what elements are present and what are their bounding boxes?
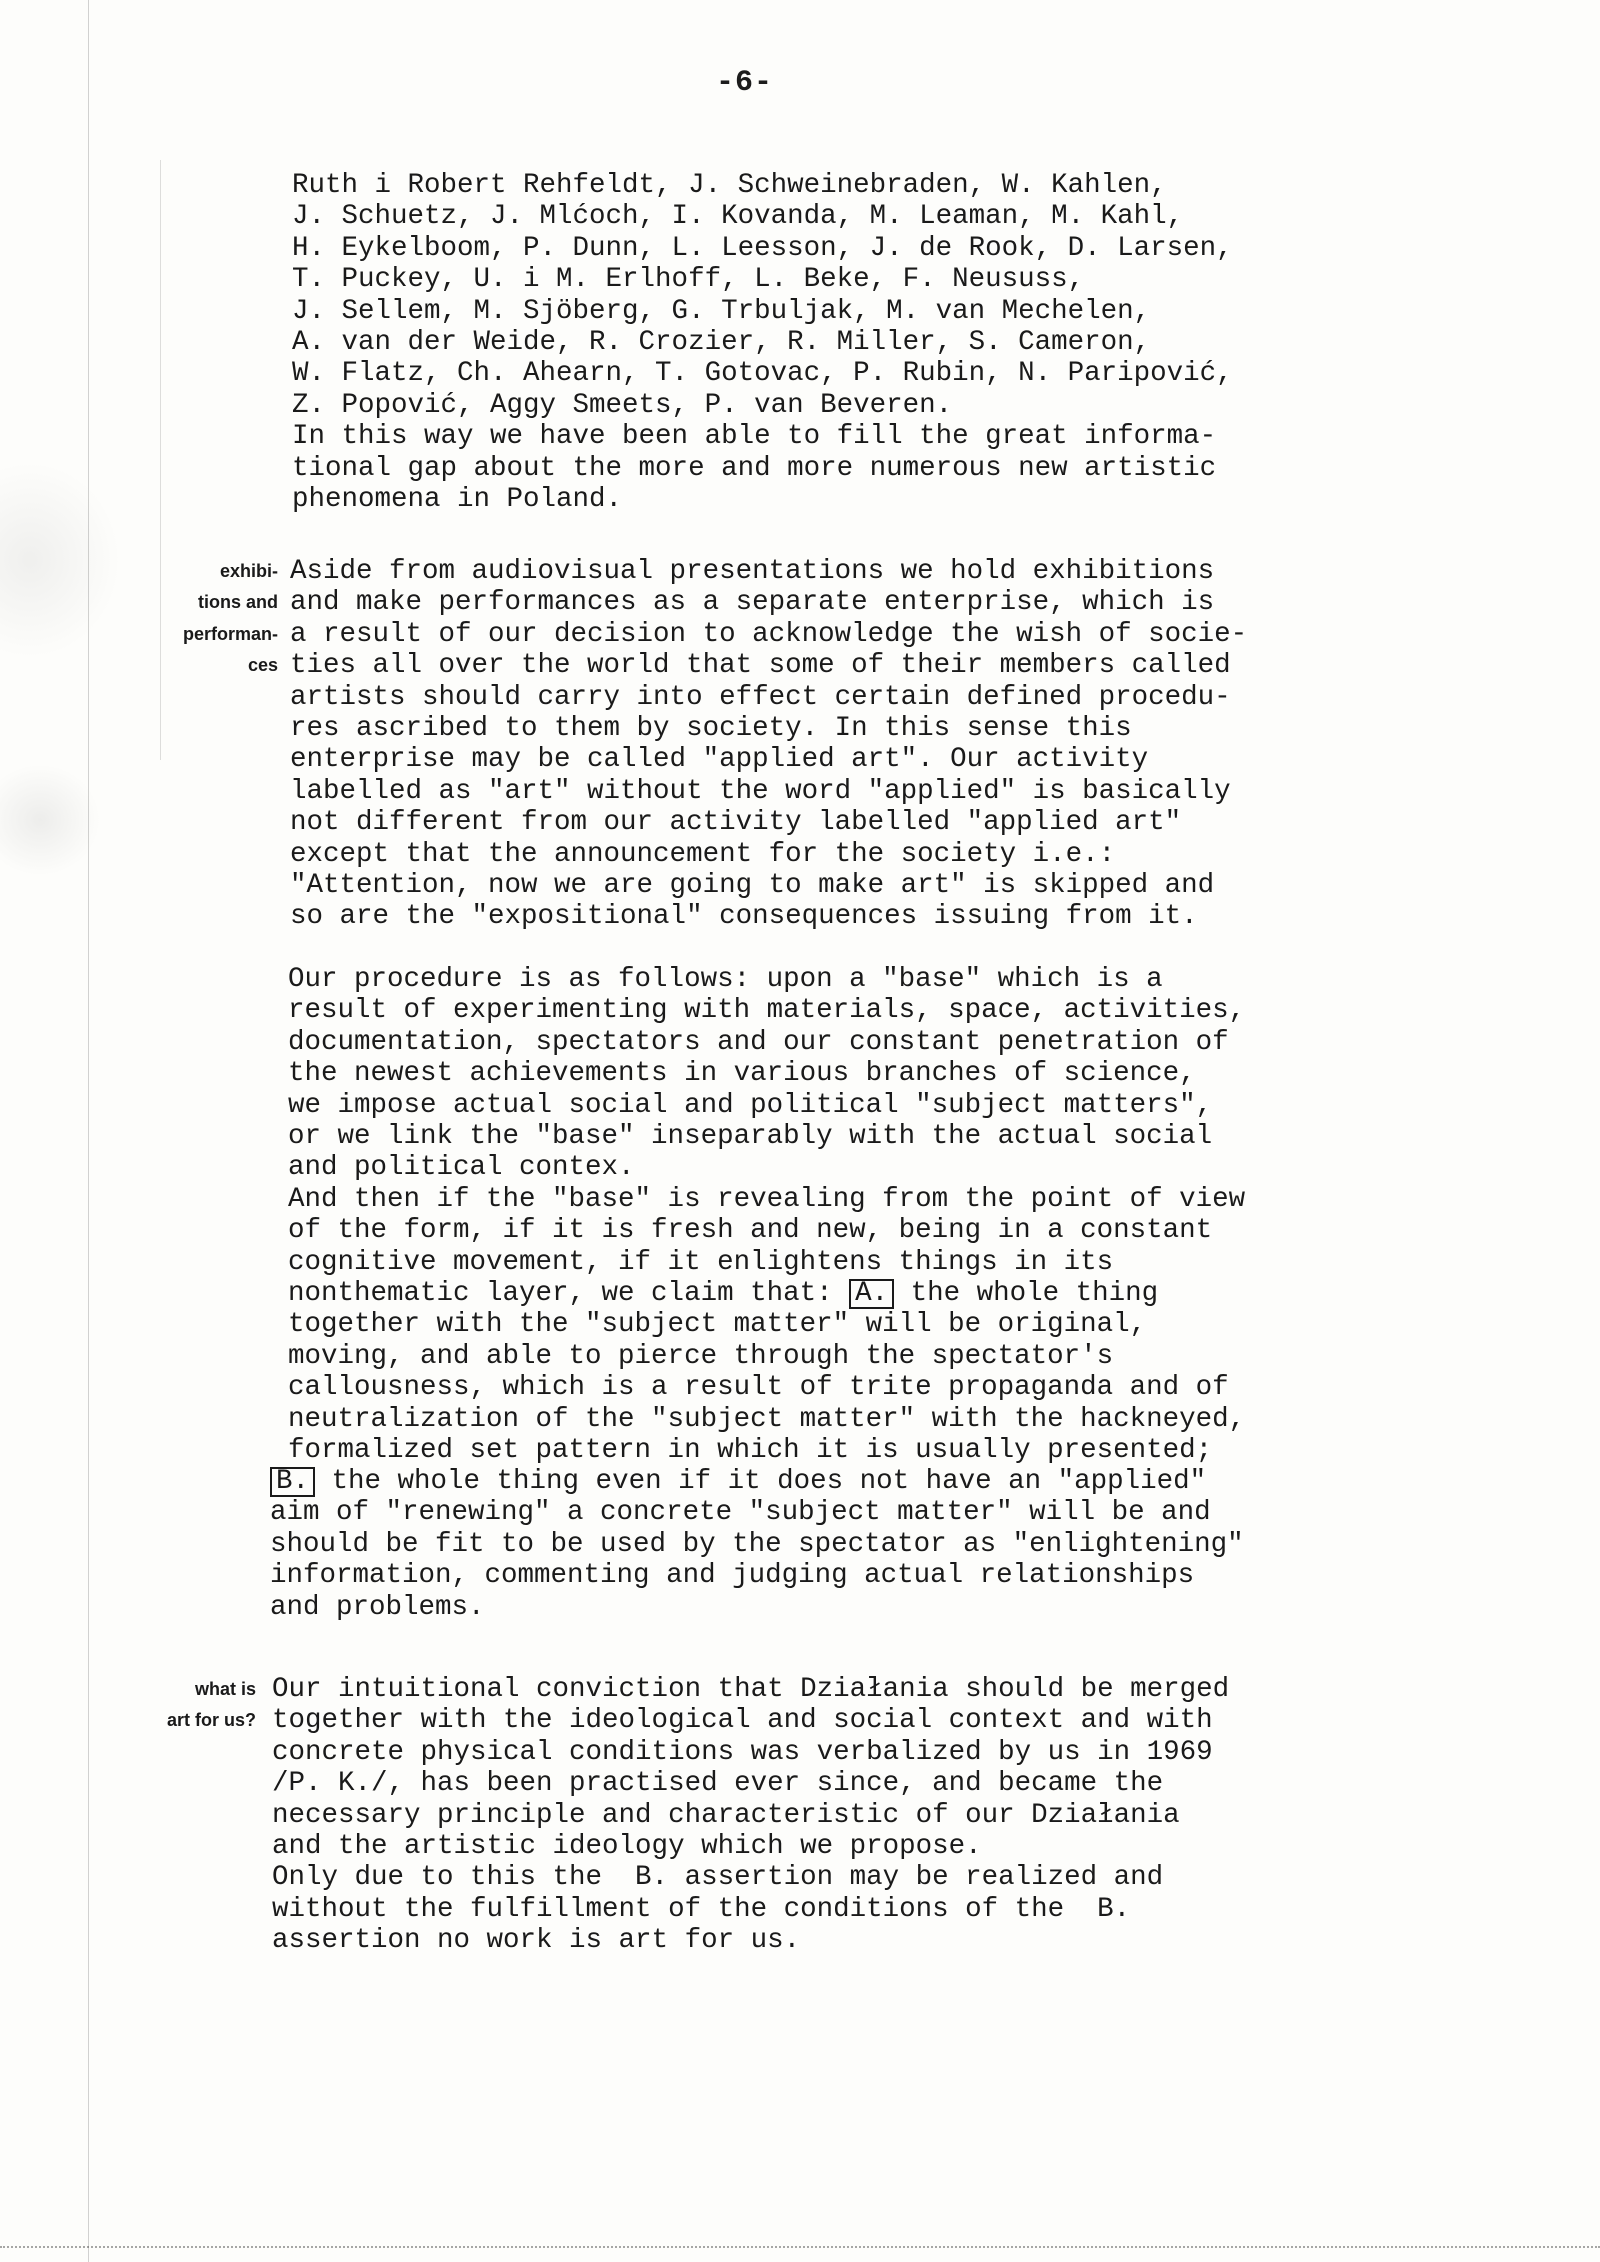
procedure-paragraph-continued (270, 1466, 1244, 1623)
text-line: without the fulfillment of the conditions of the B. (272, 1893, 1131, 1925)
side-label-exhibitions (110, 556, 278, 682)
text-line: and the artistic ideology which we propose. (272, 1831, 982, 1863)
assertion-b-box: B. (270, 1467, 315, 1497)
side-label-line: what is (194, 1679, 256, 1699)
text-line: documentation, spectators and our constant penetration of (288, 1026, 1229, 1058)
text-line: Aside from audiovisual presentations we hold exhibitions (290, 556, 1215, 587)
text-line: "Attention, now we are going to make art" is skipped and (290, 870, 1215, 902)
text-line: A. van der Weide, R. Crozier, R. Miller, S. Cameron, (292, 327, 1151, 359)
text-line: of the form, if it is fresh and new, being in a constant (288, 1215, 1213, 1247)
text-line: J. Sellem, M. Sjöberg, G. Trbuljak, M. van Mechelen, (292, 295, 1151, 327)
binder-margin-line (88, 0, 89, 2262)
text-line: information, commenting and judging actual relationships (270, 1560, 1195, 1592)
claim-text-after: the whole thing (894, 1278, 1159, 1310)
text-line: /P. K./, has been practised ever since, and became the (272, 1768, 1164, 1800)
text-line: Only due to this the B. assertion may be realized and (272, 1862, 1164, 1894)
text-line: or we link the "base" inseparably with the actual social (288, 1121, 1213, 1153)
text-line: J. Schuetz, J. Mlćoch, I. Kovanda, M. Leaman, M. Kahl, (292, 201, 1184, 233)
text-line: together with the "subject matter" will be original, (288, 1309, 1147, 1341)
text-line: neutralization of the "subject matter" with the hackneyed, (288, 1403, 1246, 1435)
assertion-a-box: A. (849, 1279, 894, 1309)
text-line: not different from our activity labelled "applied art" (290, 807, 1182, 839)
text-line: cognitive movement, if it enlightens things in its (288, 1246, 1114, 1278)
text-line: labelled as "art" without the word "applied" is basically (290, 775, 1231, 807)
text-line: callousness, which is a result of trite propaganda and of (288, 1372, 1229, 1404)
text-line: phenomena in Poland. (292, 484, 623, 516)
text-line: and problems. (270, 1591, 485, 1623)
text-line: we impose actual social and political "subject matters", (288, 1089, 1213, 1121)
text-line: And then if the "base" is revealing from the point of view (288, 1183, 1246, 1215)
text-line: and political contex. (288, 1152, 635, 1184)
text-line-assertion-b (270, 1466, 1244, 1497)
text-line: concrete physical conditions was verbalized by us in 1969 (272, 1736, 1213, 1768)
text-line: formalized set pattern in which it is usually presented; (288, 1435, 1213, 1467)
text-line: assertion no work is art for us. (272, 1925, 801, 1957)
exhibitions-paragraph (290, 556, 1247, 933)
text-line: moving, and able to pierce through the spectator's (288, 1340, 1114, 1372)
text-line: so are the "expositional" consequences issuing from it. (290, 901, 1198, 933)
side-label-line: tions and (198, 592, 278, 613)
side-label-what-is-art (100, 1674, 256, 1737)
text-line: W. Flatz, Ch. Ahearn, T. Gotovac, P. Rubin, N. Paripović, (292, 358, 1233, 390)
art-paragraph (272, 1674, 1229, 1957)
text-line: together with the ideological and social context and with (272, 1705, 1213, 1737)
text-line: Our intuitional conviction that Działania should be merged (272, 1674, 1230, 1705)
text-line: ties all over the world that some of their members called (290, 650, 1231, 682)
text-line: T. Puckey, U. i M. Erlhoff, L. Beke, F. Neususs, (292, 264, 1085, 296)
side-label-line: exhibi- (219, 561, 278, 581)
side-label-line: performan- (182, 623, 278, 644)
bottom-edge-rule (0, 2246, 1600, 2249)
page-number: -6- (716, 66, 774, 100)
text-line: the newest achievements in various branches of science, (288, 1058, 1196, 1090)
text-line: Ruth i Robert Rehfeldt, J. Schweinebraden, W. Kahlen, (292, 170, 1167, 201)
text-line: and make performances as a separate enterprise, which is (290, 587, 1215, 619)
assertion-b-text: the whole thing even if it does not have an "applied" (315, 1466, 1207, 1497)
text-line: a result of our decision to acknowledge the wish of socie- (290, 618, 1248, 650)
text-line: necessary principle and characteristic of our Działania (272, 1799, 1180, 1831)
text-line: Our procedure is as follows: upon a "base" which is a (288, 964, 1163, 995)
side-label-line: art for us? (166, 1710, 256, 1731)
text-line: except that the announcement for the society i.e.: (290, 838, 1116, 870)
text-line: enterprise may be called "applied art". Our activity (290, 744, 1149, 776)
side-label-line: ces (247, 655, 278, 676)
names-paragraph (292, 170, 1233, 515)
text-line: H. Eykelboom, P. Dunn, L. Leesson, J. de Rook, D. Larsen, (292, 232, 1233, 264)
text-line-claim (288, 1278, 1245, 1309)
text-line: In this way we have been able to fill the great informa- (292, 421, 1217, 453)
text-line: should be fit to be used by the spectator as "enlightening" (270, 1528, 1244, 1560)
text-line: Z. Popović, Aggy Smeets, P. van Beveren. (292, 389, 953, 421)
claim-text-before: nonthematic layer, we claim that: (288, 1278, 850, 1310)
text-line: result of experimenting with materials, space, activities, (288, 995, 1246, 1027)
text-line: res ascribed to them by society. In this sense this (290, 713, 1132, 745)
text-line: tional gap about the more and more numerous new artistic (292, 452, 1217, 484)
text-line: aim of "renewing" a concrete "subject matter" will be and (270, 1497, 1211, 1529)
text-line: artists should carry into effect certain defined procedu- (290, 681, 1231, 713)
procedure-paragraph (288, 964, 1245, 1467)
